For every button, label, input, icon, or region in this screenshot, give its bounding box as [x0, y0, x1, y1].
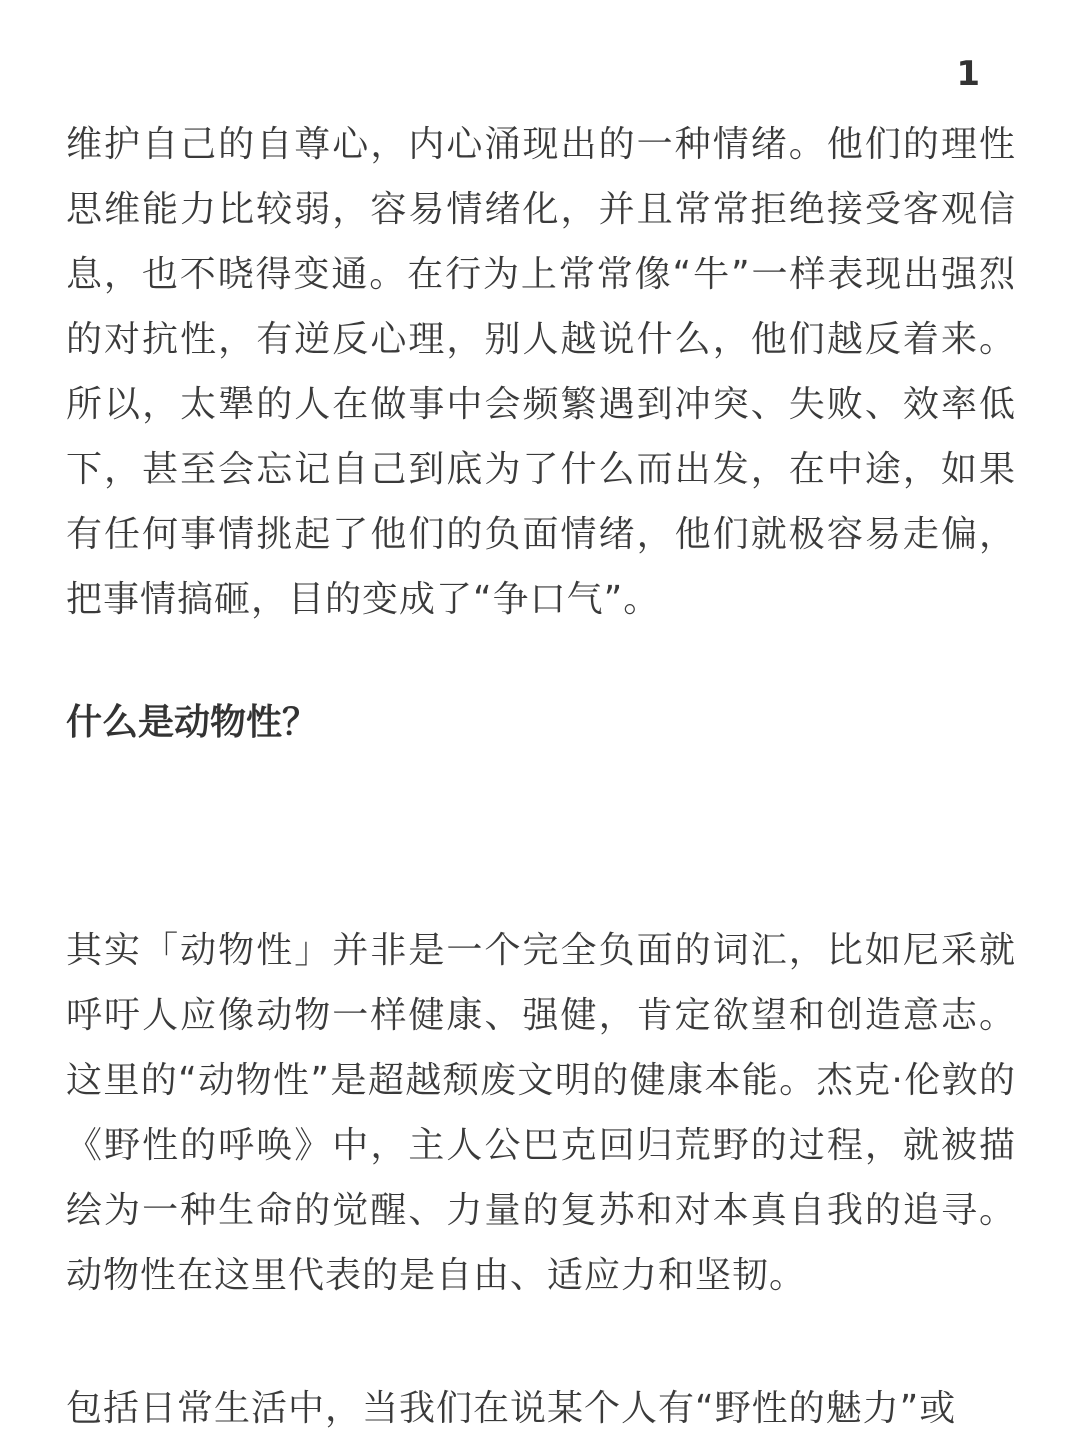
page-number: 1	[956, 54, 980, 94]
section-heading: 什么是动物性？	[66, 702, 319, 743]
article-body	[66, 112, 1016, 1429]
paragraph-2: 其实「动物性」并非是一个完全负面的词汇，比如尼采就呼吁人应像动物一样健康、强健，肯定欲望和创造意志。这里的“动物性”是超越颓废文明的健康本能。杰克·伦敦的《野性的呼唤》中，主人公巴克回归荒野的过程，就被描绘为一种生命的觉醒、力量的复苏和对本真自我的追寻。动物性在这里代表的是自由、适应力和坚韧。	[66, 930, 1016, 1296]
paragraph-3: 包括日常生活中，当我们在说某个人有“野性的魅力”或	[66, 1388, 957, 1429]
paragraph-1: 维护自己的自尊心，内心涌现出的一种情绪。他们的理性思维能力比较弱，容易情绪化，并且常常拒绝接受客观信息，也不晓得变通。在行为上常常像“牛”一样表现出强烈的对抗性，有逆反心理，别人越说什么，他们越反着来。所以，太犟的人在做事中会频繁遇到冲突、失败、效率低下，甚至会忘记自己到底为了什么而出发，在中途，如果有任何事情挑起了他们的负面情绪，他们就极容易走偏，把事情搞砸，目的变成了“争口气”。	[66, 124, 1016, 620]
